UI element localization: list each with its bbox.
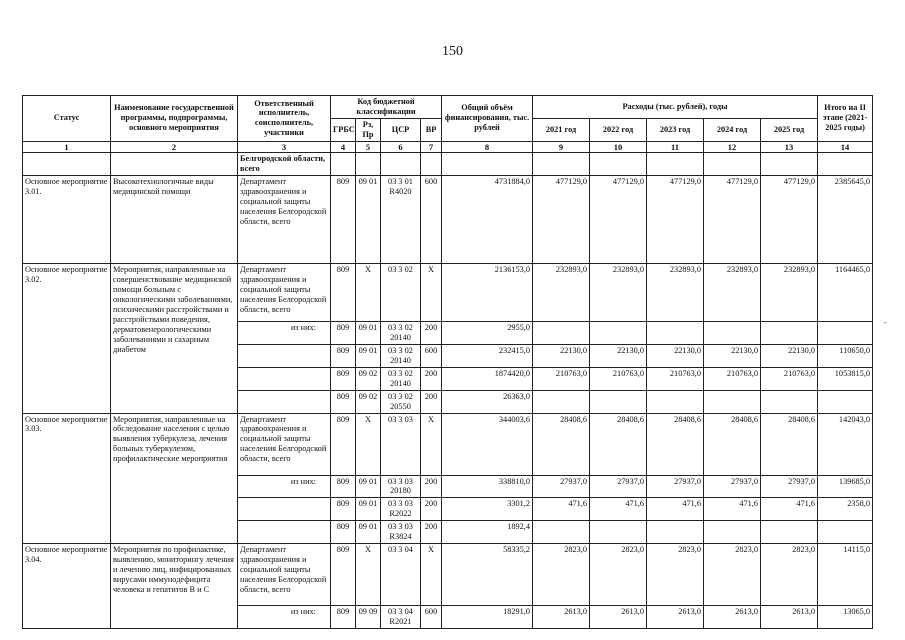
- year-2023-cell: [647, 521, 704, 544]
- grbs-cell: 809: [331, 390, 356, 413]
- year-2025-cell: 210763,0: [761, 367, 818, 390]
- year-2022-cell: [590, 390, 647, 413]
- table-row: [23, 175, 873, 263]
- header-status: Статус: [23, 96, 111, 142]
- header-2023: 2023 год: [647, 118, 704, 141]
- year-2023-cell: 2823,0: [647, 544, 704, 606]
- vr-cell: Х: [421, 263, 442, 321]
- year-2023-cell: [647, 390, 704, 413]
- vr-cell: 200: [421, 367, 442, 390]
- year-2022-cell: 2613,0: [590, 606, 647, 629]
- executor-cell: [238, 390, 331, 413]
- year-2023-cell: 477129,0: [647, 175, 704, 263]
- header-name: Наименование государственной программы, подпрограммы, основного мероприятия: [111, 96, 238, 142]
- total-cell: 18291,0: [442, 606, 533, 629]
- rzpr-cell: Х: [356, 263, 381, 321]
- table-row: [23, 263, 873, 321]
- grbs-cell: 809: [331, 413, 356, 475]
- stage-total-cell: [818, 521, 873, 544]
- year-2025-cell: 27937,0: [761, 475, 818, 498]
- csr-cell: 03 3 04 R2021: [381, 606, 421, 629]
- header-stage-total: Итого на II этапе (2021-2025 годы): [818, 96, 873, 142]
- vr-cell: 200: [421, 498, 442, 521]
- table-row: [23, 544, 873, 606]
- executor-cell: Департамент здравоохранения и социальной защиты населения Белгородской области, всего: [238, 413, 331, 475]
- table-row: [23, 413, 873, 475]
- column-number: 2: [111, 141, 238, 152]
- column-number: 6: [381, 141, 421, 152]
- year-2025-cell: [761, 521, 818, 544]
- executor-cell: Департамент здравоохранения и социальной защиты населения Белгородской области, всего: [238, 544, 331, 606]
- header-2021: 2021 год: [533, 118, 590, 141]
- stage-total-cell: 1164465,0: [818, 263, 873, 321]
- year-2025-cell: 477129,0: [761, 175, 818, 263]
- year-2022-cell: 232893,0: [590, 263, 647, 321]
- header-csr: ЦСР: [381, 118, 421, 141]
- budget-table-container: [22, 95, 872, 629]
- vr-cell: 200: [421, 521, 442, 544]
- measure-name: Мероприятия, направленные на совершенствование медицинской помощи больным с онкологическими заболеваниями, психическими расстройствами и расстройствами поведения, дерматовенерологическими заболеваниями и сахарным диабетом: [111, 263, 238, 413]
- stage-total-cell: 14115,0: [818, 544, 873, 606]
- rzpr-cell: 09 01: [356, 521, 381, 544]
- year-2022-cell: 471,6: [590, 498, 647, 521]
- total-cell: 1874420,0: [442, 367, 533, 390]
- header-2025: 2025 год: [761, 118, 818, 141]
- year-2021-cell: 27937,0: [533, 475, 590, 498]
- year-2023-cell: [647, 321, 704, 344]
- year-2025-cell: 28408,6: [761, 413, 818, 475]
- year-2021-cell: 210763,0: [533, 367, 590, 390]
- total-cell: 58335,2: [442, 544, 533, 606]
- year-2023-cell: 471,6: [647, 498, 704, 521]
- rzpr-cell: 09 02: [356, 367, 381, 390]
- measure-status: Основное мероприятие 3.03.: [23, 413, 111, 544]
- year-2025-cell: 232893,0: [761, 263, 818, 321]
- column-number: 8: [442, 141, 533, 152]
- csr-cell: 03 3 01 R4020: [381, 175, 421, 263]
- stage-total-cell: 110650,0: [818, 344, 873, 367]
- year-2024-cell: 28408,6: [704, 413, 761, 475]
- year-2022-cell: [590, 321, 647, 344]
- grbs-cell: 809: [331, 367, 356, 390]
- year-2021-cell: 28408,6: [533, 413, 590, 475]
- header-budget-code: Код бюджетной классификации: [331, 96, 442, 119]
- total-cell: 4731884,0: [442, 175, 533, 263]
- vr-cell: 600: [421, 344, 442, 367]
- year-2024-cell: 22130,0: [704, 344, 761, 367]
- column-number: 13: [761, 141, 818, 152]
- year-2021-cell: [533, 521, 590, 544]
- column-number: 3: [238, 141, 331, 152]
- column-number: 9: [533, 141, 590, 152]
- year-2025-cell: 471,6: [761, 498, 818, 521]
- rzpr-cell: 09 01: [356, 175, 381, 263]
- rzpr-cell: 09 01: [356, 498, 381, 521]
- measure-name: Мероприятия, направленные на обследование населения с целью выявления туберкулеза, лечения больных туберкулезом, профилактические мероприятия: [111, 413, 238, 544]
- grbs-cell: 809: [331, 498, 356, 521]
- total-cell: 338810,0: [442, 475, 533, 498]
- year-2024-cell: 232893,0: [704, 263, 761, 321]
- header-grbs: ГРБС: [331, 118, 356, 141]
- vr-cell: Х: [421, 413, 442, 475]
- year-2024-cell: 27937,0: [704, 475, 761, 498]
- year-2025-cell: 2823,0: [761, 544, 818, 606]
- year-2024-cell: 2613,0: [704, 606, 761, 629]
- year-2024-cell: [704, 521, 761, 544]
- grbs-cell: 809: [331, 544, 356, 606]
- measure-status: Основное мероприятие 3.04.: [23, 544, 111, 629]
- total-cell: 2136153,0: [442, 263, 533, 321]
- year-2022-cell: [590, 521, 647, 544]
- column-number: 12: [704, 141, 761, 152]
- column-number: 7: [421, 141, 442, 152]
- measure-name: Мероприятия по профилактике, выявлению, мониторингу лечения и лечению лиц, инфицированных вирусами иммунодефицита человека и гепатитов В и С: [111, 544, 238, 629]
- csr-cell: 03 3 04: [381, 544, 421, 606]
- year-2022-cell: 477129,0: [590, 175, 647, 263]
- stage-total-cell: [818, 390, 873, 413]
- executor-cell: [238, 367, 331, 390]
- csr-cell: 03 3 02 20140: [381, 344, 421, 367]
- year-2023-cell: 28408,6: [647, 413, 704, 475]
- year-2022-cell: 2823,0: [590, 544, 647, 606]
- rzpr-cell: 09 01: [356, 321, 381, 344]
- year-2024-cell: 471,6: [704, 498, 761, 521]
- year-2024-cell: 210763,0: [704, 367, 761, 390]
- budget-table: [22, 95, 873, 629]
- total-cell: 344003,6: [442, 413, 533, 475]
- stage-total-cell: 13065,0: [818, 606, 873, 629]
- year-2021-cell: 22130,0: [533, 344, 590, 367]
- grbs-cell: 809: [331, 263, 356, 321]
- year-2021-cell: [533, 321, 590, 344]
- total-cell: 26363,0: [442, 390, 533, 413]
- page-number: 150: [442, 44, 463, 59]
- rzpr-cell: 09 02: [356, 390, 381, 413]
- rzpr-cell: 09 09: [356, 606, 381, 629]
- column-number: 1: [23, 141, 111, 152]
- carryover-note: Белгородской области, всего: [238, 153, 331, 176]
- year-2022-cell: 28408,6: [590, 413, 647, 475]
- measure-name: Высокотехнологичные виды медицинской помощи: [111, 175, 238, 263]
- year-2022-cell: 27937,0: [590, 475, 647, 498]
- year-2021-cell: 471,6: [533, 498, 590, 521]
- grbs-cell: 809: [331, 606, 356, 629]
- year-2022-cell: 22130,0: [590, 344, 647, 367]
- executor-cell: из них:: [238, 606, 331, 629]
- total-cell: 1892,4: [442, 521, 533, 544]
- executor-cell: Департамент здравоохранения и социальной защиты населения Белгородской области, всего: [238, 175, 331, 263]
- csr-cell: 03 3 03 R3824: [381, 521, 421, 544]
- margin-tick: -: [884, 318, 887, 327]
- column-number-row: [23, 141, 873, 152]
- csr-cell: 03 3 02 20550: [381, 390, 421, 413]
- vr-cell: Х: [421, 544, 442, 606]
- stage-total-cell: 142043,0: [818, 413, 873, 475]
- column-number: 11: [647, 141, 704, 152]
- grbs-cell: 809: [331, 475, 356, 498]
- csr-cell: 03 3 02 20140: [381, 321, 421, 344]
- year-2025-cell: 22130,0: [761, 344, 818, 367]
- column-number: 14: [818, 141, 873, 152]
- year-2025-cell: [761, 321, 818, 344]
- rzpr-cell: Х: [356, 544, 381, 606]
- year-2025-cell: 2613,0: [761, 606, 818, 629]
- grbs-cell: 809: [331, 521, 356, 544]
- grbs-cell: 809: [331, 175, 356, 263]
- year-2023-cell: 22130,0: [647, 344, 704, 367]
- total-cell: 2955,0: [442, 321, 533, 344]
- year-2025-cell: [761, 390, 818, 413]
- vr-cell: 600: [421, 175, 442, 263]
- csr-cell: 03 3 02: [381, 263, 421, 321]
- year-2024-cell: 2823,0: [704, 544, 761, 606]
- rzpr-cell: 09 01: [356, 344, 381, 367]
- executor-cell: [238, 521, 331, 544]
- year-2022-cell: 210763,0: [590, 367, 647, 390]
- year-2021-cell: 477129,0: [533, 175, 590, 263]
- csr-cell: 03 3 02 20140: [381, 367, 421, 390]
- header-2022: 2022 год: [590, 118, 647, 141]
- total-cell: 3301,2: [442, 498, 533, 521]
- measure-status: Основное мероприятие 3.01.: [23, 175, 111, 263]
- year-2021-cell: [533, 390, 590, 413]
- year-2023-cell: 210763,0: [647, 367, 704, 390]
- header-expenses: Расходы (тыс. рублей), годы: [533, 96, 818, 119]
- vr-cell: 200: [421, 475, 442, 498]
- year-2021-cell: 232893,0: [533, 263, 590, 321]
- stage-total-cell: 2385645,0: [818, 175, 873, 263]
- header-2024: 2024 год: [704, 118, 761, 141]
- total-cell: 232415,0: [442, 344, 533, 367]
- year-2024-cell: [704, 390, 761, 413]
- header-vr: ВР: [421, 118, 442, 141]
- column-number: 10: [590, 141, 647, 152]
- year-2021-cell: 2823,0: [533, 544, 590, 606]
- year-2023-cell: 232893,0: [647, 263, 704, 321]
- year-2023-cell: 2613,0: [647, 606, 704, 629]
- executor-cell: из них:: [238, 475, 331, 498]
- year-2023-cell: 27937,0: [647, 475, 704, 498]
- csr-cell: 03 3 03 20180: [381, 475, 421, 498]
- stage-total-cell: [818, 321, 873, 344]
- stage-total-cell: 139685,0: [818, 475, 873, 498]
- column-number: 5: [356, 141, 381, 152]
- grbs-cell: 809: [331, 344, 356, 367]
- year-2024-cell: [704, 321, 761, 344]
- stage-total-cell: 1053815,0: [818, 367, 873, 390]
- header-total: Общий объём финансирования, тыс. рублей: [442, 96, 533, 142]
- column-number: 4: [331, 141, 356, 152]
- rzpr-cell: Х: [356, 413, 381, 475]
- executor-cell: Департамент здравоохранения и социальной защиты населения Белгородской области, всего: [238, 263, 331, 321]
- vr-cell: 200: [421, 390, 442, 413]
- vr-cell: 200: [421, 321, 442, 344]
- year-2021-cell: 2613,0: [533, 606, 590, 629]
- year-2024-cell: 477129,0: [704, 175, 761, 263]
- executor-cell: [238, 344, 331, 367]
- vr-cell: 600: [421, 606, 442, 629]
- carryover-row: [23, 153, 873, 176]
- executor-cell: [238, 498, 331, 521]
- measure-status: Основное мероприятие 3.02.: [23, 263, 111, 413]
- rzpr-cell: 09 01: [356, 475, 381, 498]
- csr-cell: 03 3 03: [381, 413, 421, 475]
- stage-total-cell: 2358,0: [818, 498, 873, 521]
- grbs-cell: 809: [331, 321, 356, 344]
- csr-cell: 03 3 03 R2022: [381, 498, 421, 521]
- header-rzpr: Рз, Пр: [356, 118, 381, 141]
- header-executor: Ответственный исполнитель, соисполнитель, участники: [238, 96, 331, 142]
- executor-cell: из них:: [238, 321, 331, 344]
